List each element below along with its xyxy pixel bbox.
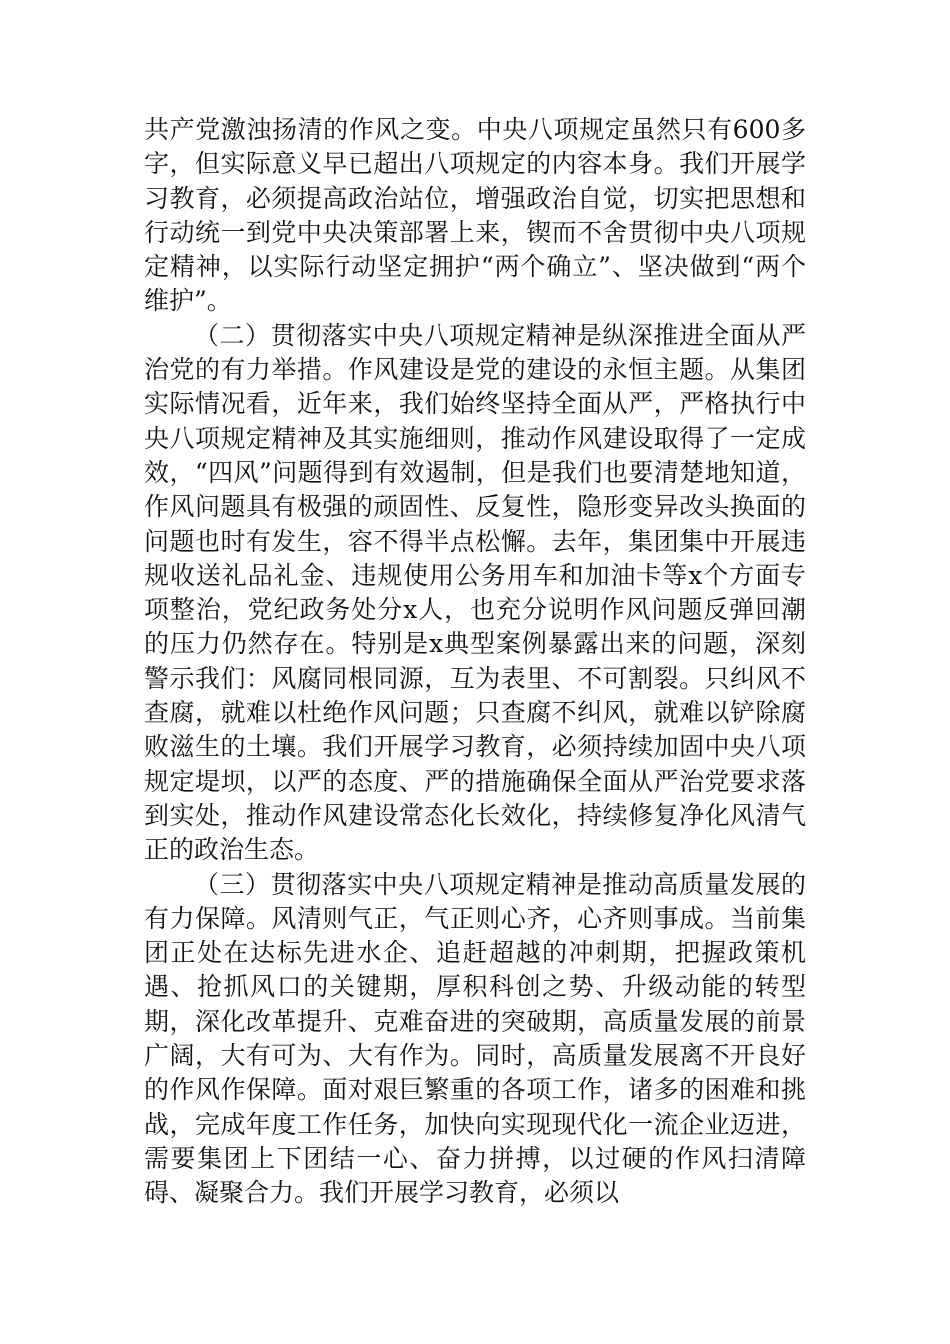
paragraph-3: （三）贯彻落实中央八项规定精神是推动高质量发展的有力保障。风清则气正，气正则心齐，心齐则事成。当前集团正处在达标先进水企、追赶超越的冲刺期，把握政策机遇、抢抓风口的关键期，厚积科创之势、升级动能的转型期，深化改革提升、克难奋进的突破期，高质量发展的前景广阔，大有可为、大有作为。同时，高质量发展离不开良好的作风作保障。面对艰巨繁重的各项工作，诸多的困难和挑战，完成年度工作任务，加快向实现现代化一流企业迈进，需要集团上下团结一心、奋力拼搏，以过硬的作风扫清障碍、凝聚合力。我们开展学习教育，必须以 <box>144 869 806 1208</box>
paragraph-1: 共产党激浊扬清的作风之变。中央八项规定虽然只有600多字，但实际意义早已超出八项规定的内容本身。我们开展学习教育，必须提高政治站位，增强政治自觉，切实把思想和行动统一到党中央决策部署上来，锲而不舍贯彻中央八项规定精神，以实际行动坚定拥护“两个确立”、坚决做到“两个维护”。 <box>144 115 806 316</box>
document-body <box>144 113 806 1211</box>
paragraph-2: （二）贯彻落实中央八项规定精神是纵深推进全面从严治党的有力举措。作风建设是党的建设的永恒主题。从集团实际情况看，近年来，我们始终坚持全面从严，严格执行中央八项规定精神及其实施细则，推动作风建设取得了一定成效，“四风”问题得到有效遏制，但是我们也要清楚地知道，作风问题具有极强的顽固性、反复性，隐形变异改头换面的问题也时有发生，容不得半点松懈。去年，集团集中开展违规收送礼品礼金、违规使用公务用车和加油卡等x个方面专项整治，党纪政务处分x人，也充分说明作风问题反弹回潮的压力仍然存在。特别是x典型案例暴露出来的问题，深刻警示我们：风腐同根同源，互为表里、不可割裂。只纠风不查腐，就难以杜绝作风问题；只查腐不纠风，就难以铲除腐败滋生的土壤。我们开展学习教育，必须持续加固中央八项规定堤坝，以严的态度、严的措施确保全面从严治党要求落到实处，推动作风建设常态化长效化，持续修复净化风清气正的政治生态。 <box>144 320 806 865</box>
